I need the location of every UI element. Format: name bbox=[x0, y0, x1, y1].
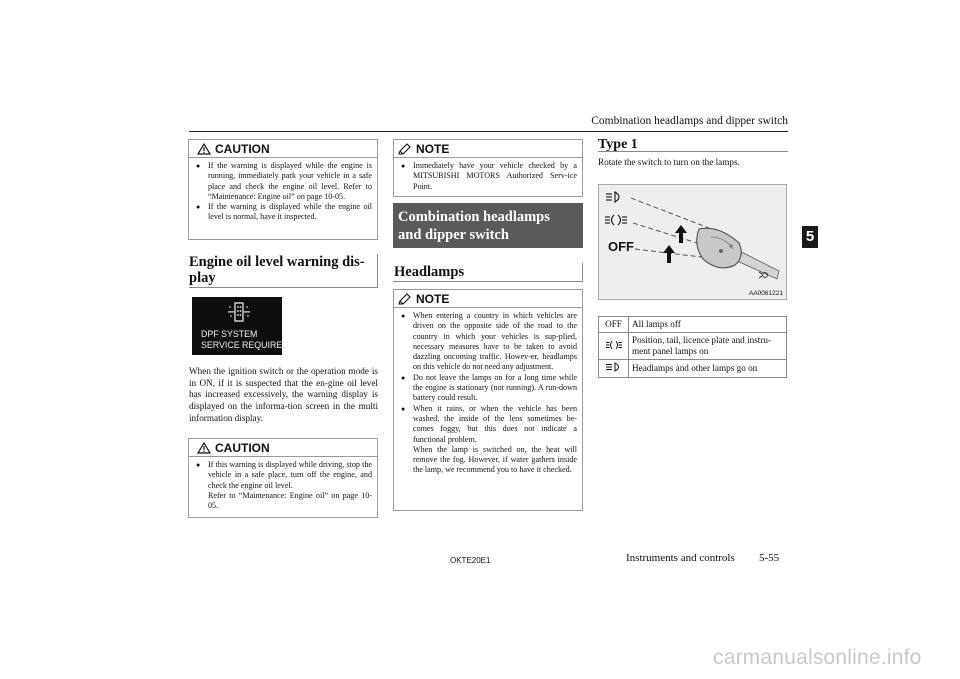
position-lamp-icon bbox=[605, 340, 623, 350]
engine-oil-heading bbox=[189, 254, 377, 286]
note-pencil-icon bbox=[398, 293, 412, 305]
caution-header bbox=[189, 439, 377, 457]
dpf-display-text bbox=[201, 330, 289, 351]
caution-box-2 bbox=[188, 438, 378, 518]
header-rule bbox=[189, 131, 788, 132]
page-number: 5-55 bbox=[759, 552, 780, 564]
note-title: NOTE bbox=[416, 291, 450, 306]
note-item: ● When it rains, or when the vehicle has been washed, the inside of the lens sometimes be-comes foggy, but this does not indicate a functional problem. When the lamp is switched on, the heat will remove the fog. However, if water gathers inside the lamp, we recommend you to have it checked. bbox=[399, 404, 577, 476]
engine-oil-body: When the ignition switch or the operation mode is in ON, if it is suspected that the en-gine oil level has increased excessively, the warning display is displayed on the informa-tion screen in the multi information display. bbox=[189, 366, 378, 423]
watermark: carmanualsonline.info bbox=[713, 646, 922, 669]
table-text-cell: Position, tail, licence plate and instru-ment panel lamps on bbox=[629, 333, 787, 360]
dpf-symbol-icon bbox=[226, 301, 252, 323]
warning-triangle-icon bbox=[197, 143, 211, 155]
caution-title: CAUTION bbox=[215, 141, 270, 156]
engine-oil-heading-line1: Engine oil level warning dis- bbox=[189, 254, 365, 270]
note-list bbox=[399, 311, 577, 476]
warning-triangle-icon bbox=[197, 442, 211, 454]
note-box-1 bbox=[393, 139, 583, 197]
table-row bbox=[599, 317, 787, 333]
note-title: NOTE bbox=[416, 141, 450, 156]
table-symbol-cell bbox=[599, 333, 629, 360]
table-symbol-cell: OFF bbox=[599, 317, 629, 333]
type1-heading: Type 1 bbox=[598, 137, 638, 152]
note-box-2 bbox=[393, 289, 583, 511]
table-text-cell: All lamps off bbox=[629, 317, 787, 333]
engine-oil-heading-line2: play bbox=[189, 270, 216, 286]
caution-title: CAUTION bbox=[215, 440, 270, 455]
dpf-display-line1: DPF SYSTEM bbox=[201, 329, 258, 340]
table-row bbox=[599, 360, 787, 378]
caution-box-1 bbox=[188, 139, 378, 240]
caution-header bbox=[189, 140, 377, 158]
switch-figure bbox=[598, 184, 787, 300]
section-banner bbox=[393, 203, 583, 248]
running-header: Combination headlamps and dipper switch bbox=[591, 115, 788, 127]
caution-list bbox=[194, 161, 372, 223]
headlamps-heading-rule bbox=[393, 281, 583, 282]
caution-item: ● If this warning is displayed while driving, stop the vehicle in a safe place, turn off the engine, and check the engine oil level. Refer to “Maintenance: Engine oil” on page 10-05. bbox=[194, 460, 372, 511]
section-banner-line1: Combination headlamps bbox=[398, 209, 550, 225]
headlamps-heading: Headlamps bbox=[394, 264, 465, 280]
note-pencil-icon bbox=[398, 143, 412, 155]
headlamp-symbol-icon bbox=[606, 192, 619, 202]
footer-section: Instruments and controls bbox=[626, 552, 735, 564]
switch-position-table bbox=[598, 316, 787, 378]
note-item: ● When entering a country in which vehicles are driven on the opposite side of the road to the country in which your vehicles is sup-plied, necessary measures have to be taken to avoid dazzling oncoming traffic. Howev-er, headlamps on this vehicle do not need any adjustment. bbox=[399, 311, 577, 373]
type1-body: Rotate the switch to turn on the lamps. bbox=[598, 157, 740, 167]
document-code: OKTE20E1 bbox=[450, 556, 491, 565]
note-list bbox=[399, 161, 577, 192]
note-header bbox=[394, 290, 582, 308]
dpf-display-line2: SERVICE REQUIRED bbox=[201, 339, 289, 351]
chapter-tab: 5 bbox=[802, 226, 818, 248]
type1-heading-rule bbox=[598, 151, 788, 152]
headlamps-heading-rule-v bbox=[582, 263, 583, 281]
position-lamp-symbol-icon bbox=[605, 215, 627, 225]
dpf-warning-display bbox=[192, 297, 289, 355]
figure-code: AA0061221 bbox=[749, 290, 783, 297]
note-item: ● Immediately have your vehicle checked by a MITSUBISHI MOTORS Authorized Serv-ice Point. bbox=[399, 161, 577, 192]
section-banner-line2: and dipper switch bbox=[398, 227, 509, 243]
caution-item: ● If the warning is displayed while the engine is running, immediately park your vehicle in a safe place and check the engine oil level. Refer to “Maintenance: Engine oil” on page 10-05. bbox=[194, 161, 372, 202]
caution-list bbox=[194, 460, 372, 511]
table-symbol-cell bbox=[599, 360, 629, 378]
figure-off-label: OFF bbox=[608, 239, 634, 254]
headlamp-icon bbox=[605, 362, 623, 372]
table-text-cell: Headlamps and other lamps go on bbox=[629, 360, 787, 378]
note-header bbox=[394, 140, 582, 158]
engine-oil-heading-rule bbox=[189, 287, 378, 288]
caution-item: ● If the warning is displayed while the engine oil level is normal, have it inspected. bbox=[194, 202, 372, 223]
engine-oil-heading-rule-v bbox=[377, 254, 378, 287]
table-row bbox=[599, 333, 787, 360]
note-item: ● Do not leave the lamps on for a long time while the engine is stationary (not running). A run-down battery could result. bbox=[399, 373, 577, 404]
